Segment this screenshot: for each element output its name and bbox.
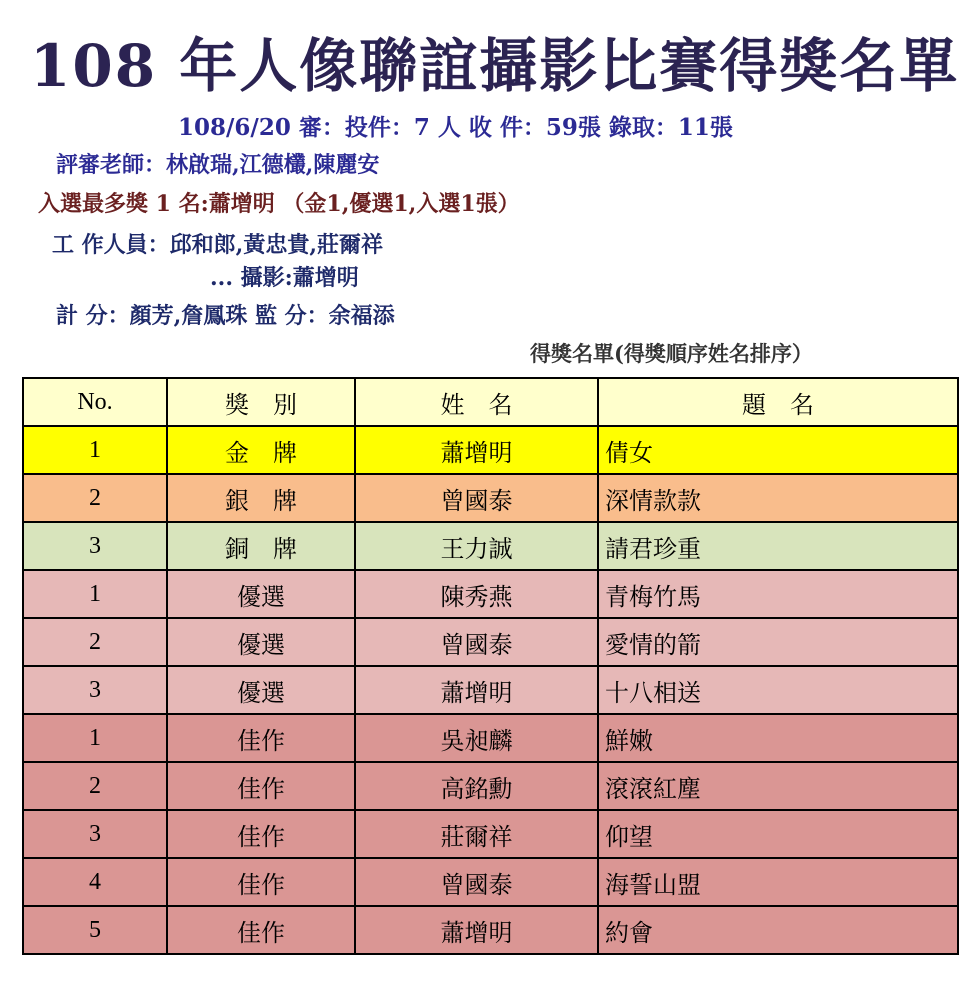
cell-title: 倩女 xyxy=(598,426,958,474)
cell-title: 鮮嫩 xyxy=(598,714,958,762)
cell-award: 佳作 xyxy=(167,714,355,762)
header-no: No. xyxy=(23,378,167,426)
table-row xyxy=(23,474,958,522)
cell-award: 佳作 xyxy=(167,858,355,906)
cell-no: 2 xyxy=(23,474,167,522)
awards-table xyxy=(22,377,959,955)
table-row xyxy=(23,522,958,570)
page-title: 108 年人像聯誼攝影比賽得獎名單 xyxy=(30,32,960,100)
table-row xyxy=(23,858,958,906)
cell-name: 高銘勳 xyxy=(355,762,598,810)
header-title xyxy=(598,378,958,426)
table-row xyxy=(23,762,958,810)
cell-name: 曾國泰 xyxy=(355,858,598,906)
cell-no: 2 xyxy=(23,618,167,666)
table-row xyxy=(23,714,958,762)
table-row xyxy=(23,618,958,666)
table-caption: 得獎名單(得獎順序姓名排序） xyxy=(530,341,813,366)
cell-name: 曾國泰 xyxy=(355,474,598,522)
cell-award: 佳作 xyxy=(167,762,355,810)
cell-no: 3 xyxy=(23,810,167,858)
cell-title: 海誓山盟 xyxy=(598,858,958,906)
cell-name: 蕭增明 xyxy=(355,426,598,474)
cell-title: 深情款款 xyxy=(598,474,958,522)
cell-name: 王力誠 xyxy=(355,522,598,570)
header-name-label: 姓 名 xyxy=(440,392,513,419)
most-awards-line: 入選最多獎 1 名:蕭增明 （金1,優選1,入選1張） xyxy=(38,191,520,217)
cell-title: 滾滾紅塵 xyxy=(598,762,958,810)
table-row xyxy=(23,810,958,858)
header-award xyxy=(167,378,355,426)
header-title-label: 題 名 xyxy=(742,392,814,419)
cell-name: 蕭增明 xyxy=(355,906,598,954)
cell-title: 請君珍重 xyxy=(598,522,958,570)
cell-name: 陳秀燕 xyxy=(355,570,598,618)
cell-title: 約會 xyxy=(598,906,958,954)
cell-award: 佳作 xyxy=(167,810,355,858)
submission-summary: 108/6/20 審：投件：7 人 收 件：59張 錄取：11張 xyxy=(178,114,733,141)
cell-title: 青梅竹馬 xyxy=(598,570,958,618)
cell-no: 3 xyxy=(23,666,167,714)
cell-award: 銀 牌 xyxy=(167,474,355,522)
header-award-label: 獎 別 xyxy=(225,392,297,419)
table-header-row xyxy=(23,378,958,426)
cell-title: 十八相送 xyxy=(598,666,958,714)
staff-line: 工 作人員：邱和郎,黃忠貴,莊爾祥 xyxy=(52,232,383,258)
judges-line: 評審老師：林啟瑞,江德欉,陳麗安 xyxy=(56,152,380,178)
table-row xyxy=(23,570,958,618)
cell-title: 仰望 xyxy=(598,810,958,858)
cell-award: 優選 xyxy=(167,570,355,618)
header-name xyxy=(355,378,598,426)
cell-no: 1 xyxy=(23,426,167,474)
cell-no: 1 xyxy=(23,570,167,618)
cell-no: 2 xyxy=(23,762,167,810)
table-row xyxy=(23,906,958,954)
scoring-line: 計 分：顏芳,詹鳳珠 監 分：余福添 xyxy=(56,303,395,329)
cell-title: 愛情的箭 xyxy=(598,618,958,666)
cell-no: 5 xyxy=(23,906,167,954)
cell-award: 金 牌 xyxy=(167,426,355,474)
cell-no: 4 xyxy=(23,858,167,906)
cell-award: 銅 牌 xyxy=(167,522,355,570)
cell-award: 優選 xyxy=(167,618,355,666)
cell-no: 1 xyxy=(23,714,167,762)
cell-name: 蕭增明 xyxy=(355,666,598,714)
cell-name: 曾國泰 xyxy=(355,618,598,666)
table-row xyxy=(23,426,958,474)
cell-name: 吳昶麟 xyxy=(355,714,598,762)
photographer-line: ... 攝影:蕭增明 xyxy=(210,265,359,291)
table-row xyxy=(23,666,958,714)
cell-award: 佳作 xyxy=(167,906,355,954)
cell-award: 優選 xyxy=(167,666,355,714)
cell-no: 3 xyxy=(23,522,167,570)
cell-name: 莊爾祥 xyxy=(355,810,598,858)
